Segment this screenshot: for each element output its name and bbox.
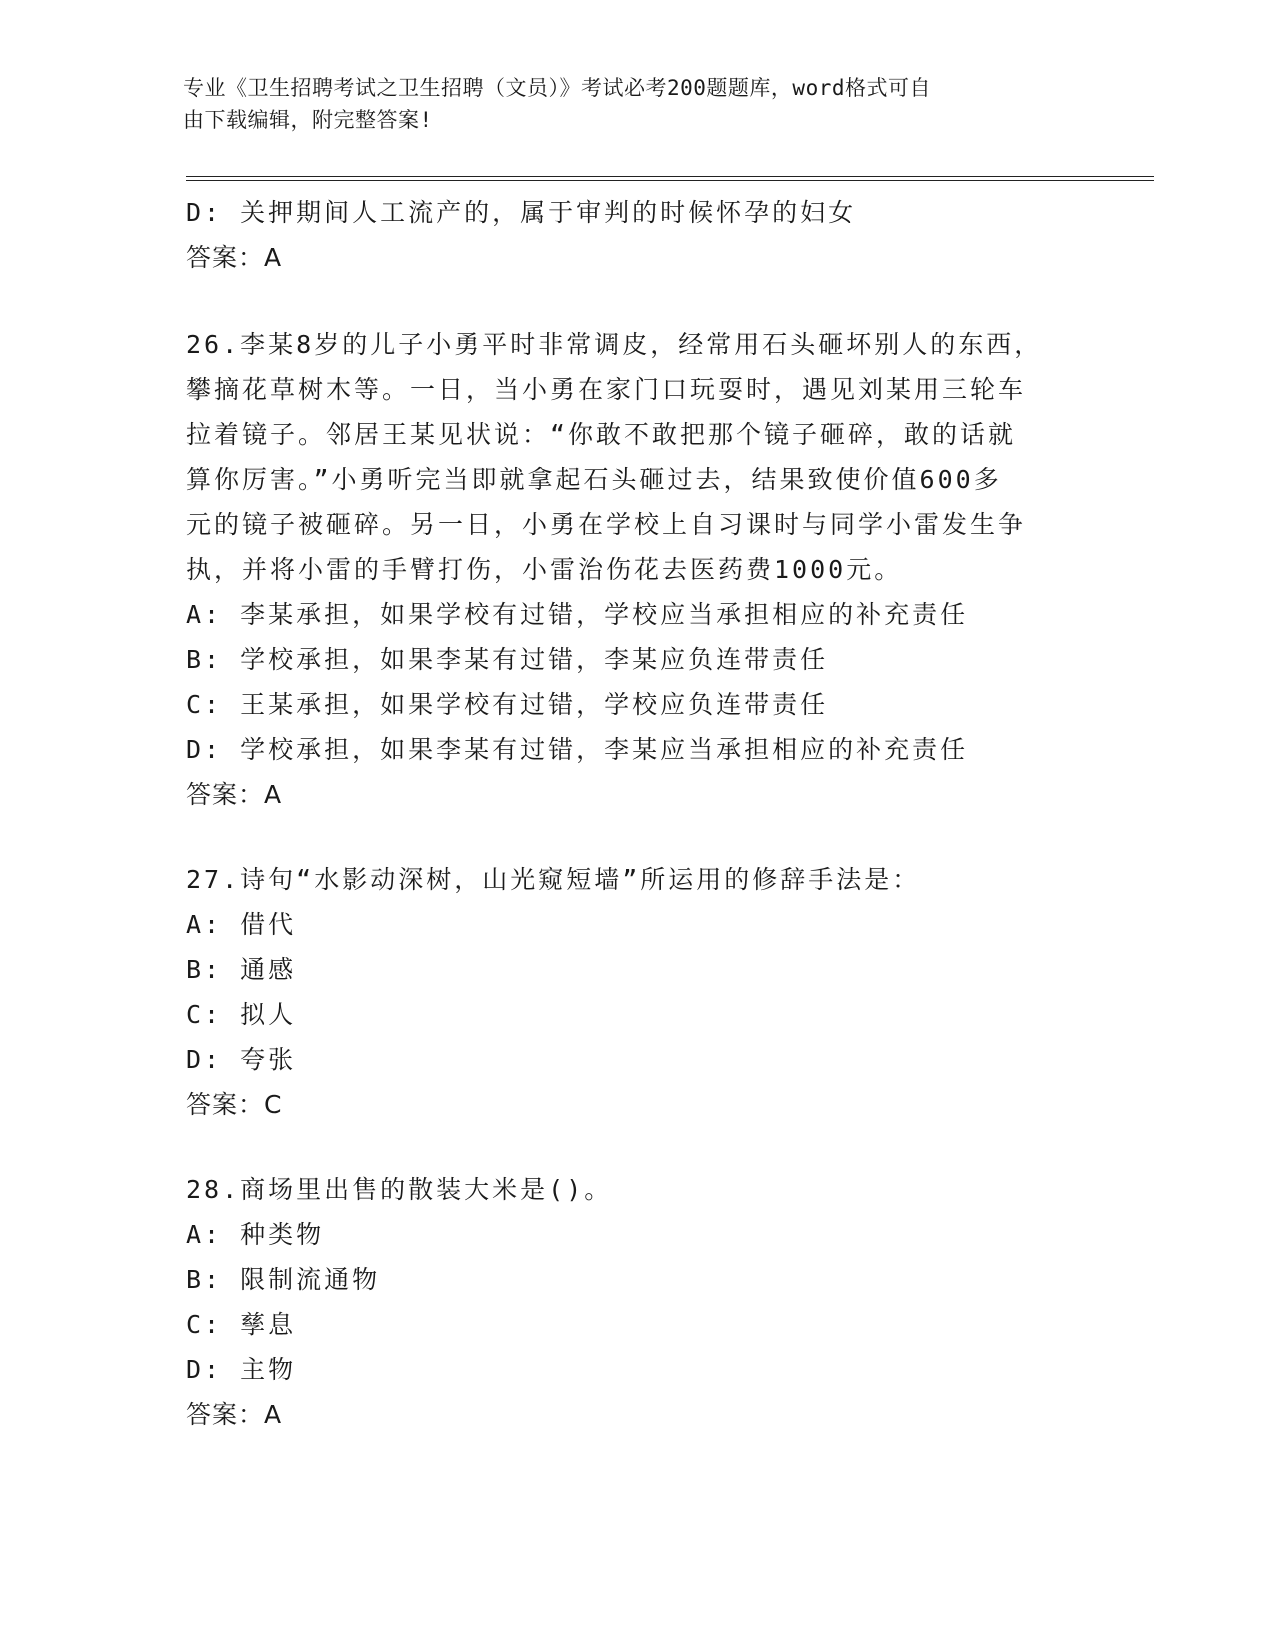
- question-stem-line: 攀摘花草树木等。一日，当小勇在家门口玩耍时，遇见刘某用三轮车: [186, 375, 1027, 404]
- answer: 答案：A: [186, 780, 283, 809]
- answer: 答案：C: [186, 1090, 283, 1119]
- question-list: [186, 190, 1086, 1437]
- answer: 答案：A: [186, 243, 283, 272]
- option-d: D: 关押期间人工流产的，属于审判的时候怀孕的妇女: [186, 198, 857, 227]
- option-b: B: 学校承担，如果李某有过错，李某应负连带责任: [186, 645, 829, 674]
- header-divider: [186, 176, 1154, 181]
- option-c: C: 王某承担，如果学校有过错，学校应负连带责任: [186, 690, 829, 719]
- question-stem-line: 元的镜子被砸碎。另一日，小勇在学校上自习课时与同学小雷发生争: [186, 510, 1027, 539]
- option-a: A: 借代: [186, 910, 297, 939]
- question-stem-line: 26.李某8岁的儿子小勇平时非常调皮，经常用石头砸坏别人的东西，: [186, 330, 1043, 359]
- option-c: C: 拟人: [186, 1000, 297, 1029]
- option-d: D: 夸张: [186, 1045, 297, 1074]
- option-a: A: 李某承担，如果学校有过错，学校应当承担相应的补充责任: [186, 600, 969, 629]
- option-b: B: 通感: [186, 955, 297, 984]
- question-stem-line: 执，并将小雷的手臂打伤，小雷治伤花去医药费1000元。: [186, 555, 903, 584]
- option-c: C: 孳息: [186, 1310, 297, 1339]
- question-26: [186, 322, 1086, 817]
- question-stem-line: 拉着镜子。邻居王某见状说：“你敢不敢把那个镜子砸碎，敢的话就: [186, 420, 1017, 449]
- option-b: B: 限制流通物: [186, 1265, 381, 1294]
- question-stem-line: 算你厉害。”小勇听完当即就拿起石头砸过去，结果致使价值600多: [186, 465, 1002, 494]
- question-stem: 27.诗句“水影动深树，山光窥短墙”所运用的修辞手法是：: [186, 865, 921, 894]
- option-a: A: 种类物: [186, 1220, 325, 1249]
- question-25-tail: [186, 190, 1086, 280]
- question-stem: 28.商场里出售的散装大米是()。: [186, 1175, 613, 1204]
- document-header: [183, 72, 1063, 136]
- question-27: [186, 857, 1086, 1127]
- header-line-1: 专业《卫生招聘考试之卫生招聘（文员）》考试必考200题题库，word格式可自: [183, 76, 931, 100]
- question-28: [186, 1167, 1086, 1437]
- header-line-2: 由下载编辑，附完整答案!: [183, 108, 433, 132]
- answer: 答案：A: [186, 1400, 283, 1429]
- option-d: D: 主物: [186, 1355, 297, 1384]
- option-d: D: 学校承担，如果李某有过错，李某应当承担相应的补充责任: [186, 735, 969, 764]
